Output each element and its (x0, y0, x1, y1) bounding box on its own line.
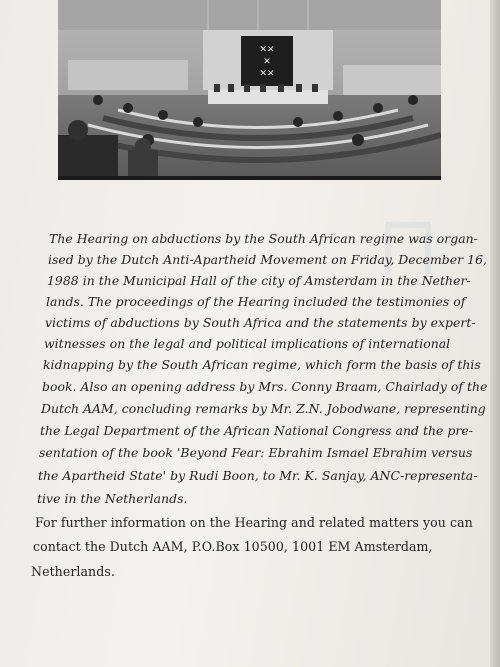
svg-text:✕: ✕ (263, 57, 271, 67)
paragraph-line: ised by the Dutch Anti-Apartheid Movement on Friday, December 16, (48, 252, 487, 267)
paragraph-line: lands. The proceedings of the Hearing included the testimonies of (46, 294, 466, 309)
contact-line: contact the Dutch AAM, P.O.Box 10500, 1001 EM Amsterdam, (33, 539, 433, 554)
paragraph-line: the Legal Department of the African National Congress and the pre- (40, 423, 473, 438)
paragraph-line: 1988 in the Municipal Hall of the city of Amsterdam in the Nether- (47, 273, 471, 288)
svg-text:✕✕: ✕✕ (259, 69, 275, 79)
contact-line: Netherlands. (31, 564, 115, 579)
contact-line: For further information on the Hearing and related matters you can (35, 515, 473, 530)
svg-text:✕✕: ✕✕ (259, 45, 275, 55)
paragraph-line: The Hearing on abductions by the South African regime was organ- (49, 231, 478, 246)
paragraph-line: the Apartheid State' by Rudi Boon, to Mr. K. Sanjay, ANC-representa- (38, 468, 478, 483)
paragraph-line: Dutch AAM, concluding remarks by Mr. Z.N. Jobodwane, representing (41, 401, 486, 416)
paragraph-line: victims of abductions by South Africa and the statements by expert- (45, 315, 476, 330)
paragraph-line: sentation of the book 'Beyond Fear: Ebrahim Ismael Ebrahim versus (39, 445, 473, 460)
paragraph-line: tive in the Netherlands. (37, 491, 188, 506)
paragraph-line: kidnapping by the South African regime, which form the basis of this (43, 357, 481, 372)
paragraph-line: witnesses on the legal and political implications of international (44, 336, 451, 351)
paragraph-line: book. Also an opening address by Mrs. Conny Braam, Chairlady of the (42, 379, 488, 394)
